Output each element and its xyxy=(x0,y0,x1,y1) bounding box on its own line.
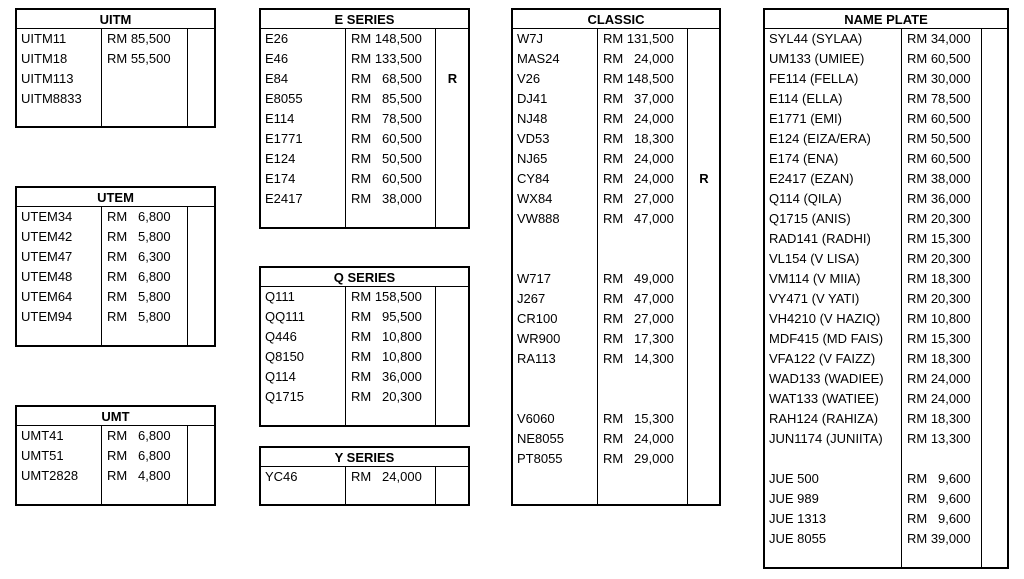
plate-number: Q1715 xyxy=(265,389,305,404)
plate-number: PT8055 xyxy=(517,451,563,466)
plate-number: Q446 xyxy=(265,329,297,344)
plate-price: RM 20,300 xyxy=(907,251,971,266)
plate-number: DJ41 xyxy=(517,91,548,106)
plate-price: RM 60,500 xyxy=(907,151,971,166)
plate-price: RM 17,300 xyxy=(603,331,674,346)
plate-number: UTEM42 xyxy=(21,229,73,244)
plate-number: JUE 989 xyxy=(769,491,819,506)
utem-body xyxy=(17,207,214,345)
plate-price: RM 29,000 xyxy=(603,451,674,466)
plate-price: RM 38,000 xyxy=(351,191,422,206)
plate-price: RM 38,000 xyxy=(907,171,971,186)
plate-number: E1771 (EMI) xyxy=(769,111,842,126)
plate-price: RM 18,300 xyxy=(603,131,674,146)
plate-price: RM 10,800 xyxy=(351,349,422,364)
plate-price: RM 5,800 xyxy=(107,229,171,244)
plate-number: E174 (ENA) xyxy=(769,151,839,166)
plate-number: NJ65 xyxy=(517,151,548,166)
plate-price: RM 6,300 xyxy=(107,249,171,264)
plate-price: RM 27,000 xyxy=(603,311,674,326)
plate-price: RM 15,300 xyxy=(907,331,971,346)
plate-price: RM 133,500 xyxy=(351,51,422,66)
plate-number: E1771 xyxy=(265,131,303,146)
plate-number: UMT41 xyxy=(21,428,64,443)
plate-number: W7J xyxy=(517,31,543,46)
plate-price: RM 47,000 xyxy=(603,291,674,306)
column-divider xyxy=(101,207,102,345)
plate-number: MDF415 (MD FAIS) xyxy=(769,331,884,346)
plate-price: RM 18,300 xyxy=(907,411,971,426)
plate-number: VW888 xyxy=(517,211,560,226)
plate-price: RM 6,800 xyxy=(107,269,171,284)
plate-number: VD53 xyxy=(517,131,550,146)
plate-price: RM 60,500 xyxy=(907,51,971,66)
plate-price: RM 20,300 xyxy=(351,389,422,404)
plate-number: RA113 xyxy=(517,351,556,366)
column-divider xyxy=(101,426,102,504)
plate-price: RM 158,500 xyxy=(351,289,422,304)
column-divider xyxy=(187,207,188,345)
plate-number: UTEM48 xyxy=(21,269,73,284)
plate-number: VM114 (V MIIA) xyxy=(769,271,861,286)
plate-number: UM133 (UMIEE) xyxy=(769,51,865,66)
plate-number: UTEM47 xyxy=(21,249,73,264)
plate-number: UITM11 xyxy=(21,31,67,46)
plate-price: RM 13,300 xyxy=(907,431,971,446)
plate-price: RM 15,300 xyxy=(603,411,674,426)
plate-price: RM 60,500 xyxy=(907,111,971,126)
plate-number: E114 (ELLA) xyxy=(769,91,843,106)
plate-number: V6060 xyxy=(517,411,555,426)
plate-number: JUE 500 xyxy=(769,471,819,486)
plate-number: E114 xyxy=(265,111,295,126)
plate-number: VFA122 (V FAIZZ) xyxy=(769,351,876,366)
qseries-title: Q SERIES xyxy=(261,268,468,287)
plate-price: RM 37,000 xyxy=(603,91,674,106)
eseries-body xyxy=(261,29,468,227)
plate-price: RM 6,800 xyxy=(107,209,171,224)
plate-price: RM 9,600 xyxy=(907,511,971,526)
column-divider xyxy=(345,467,346,504)
plate-price: RM 30,000 xyxy=(907,71,971,86)
nameplate-table xyxy=(763,8,1009,569)
plate-number: E46 xyxy=(265,51,289,66)
plate-price: RM 10,800 xyxy=(907,311,971,326)
plate-price: RM 24,000 xyxy=(907,391,971,406)
qseries-table xyxy=(259,266,470,427)
plate-price: RM 9,600 xyxy=(907,471,971,486)
plate-price: RM 24,000 xyxy=(351,469,422,484)
column-divider xyxy=(981,29,982,567)
column-divider xyxy=(687,29,688,504)
plate-number: E84 xyxy=(265,71,289,86)
plate-price: RM 24,000 xyxy=(603,171,674,186)
plate-price: RM 85,500 xyxy=(351,91,422,106)
plate-number: E124 xyxy=(265,151,296,166)
plate-price: RM 6,800 xyxy=(107,428,171,443)
nameplate-body xyxy=(765,29,1007,567)
column-divider xyxy=(901,29,902,567)
plate-price: RM 15,300 xyxy=(907,231,971,246)
plate-price: RM 24,000 xyxy=(603,431,674,446)
umt-title: UMT xyxy=(17,407,214,426)
plate-number: UTEM94 xyxy=(21,309,73,324)
plate-price: RM 24,000 xyxy=(603,51,674,66)
plate-price: RM 24,000 xyxy=(907,371,971,386)
plate-number: UTEM34 xyxy=(21,209,73,224)
qseries-body xyxy=(261,287,468,425)
column-divider xyxy=(435,29,436,227)
plate-number: UMT51 xyxy=(21,448,64,463)
plate-price: RM 24,000 xyxy=(603,111,674,126)
plate-number: VY471 (V YATI) xyxy=(769,291,860,306)
plate-price: RM 49,000 xyxy=(603,271,674,286)
plate-price: RM 18,300 xyxy=(907,271,971,286)
plate-number: J267 xyxy=(517,291,546,306)
plate-number: WX84 xyxy=(517,191,553,206)
plate-number: WAT133 (WATIEE) xyxy=(769,391,879,406)
column-divider xyxy=(345,287,346,425)
plate-number: UITM18 xyxy=(21,51,68,66)
umt-table xyxy=(15,405,216,506)
plate-price: RM 60,500 xyxy=(351,131,422,146)
plate-number: W717 xyxy=(517,271,551,286)
plate-number: UTEM64 xyxy=(21,289,73,304)
column-divider xyxy=(435,467,436,504)
plate-number: UITM113 xyxy=(21,71,74,86)
plate-number: UITM8833 xyxy=(21,91,82,106)
plate-price: RM 148,500 xyxy=(603,71,674,86)
nameplate-title: NAME PLATE xyxy=(765,10,1007,29)
utem-title: UTEM xyxy=(17,188,214,207)
plate-number: JUE 1313 xyxy=(769,511,827,526)
plate-number: FE114 (FELLA) xyxy=(769,71,859,86)
plate-price: RM 78,500 xyxy=(907,91,971,106)
plate-price: RM 14,300 xyxy=(603,351,674,366)
plate-price: RM 27,000 xyxy=(603,191,674,206)
column-divider xyxy=(597,29,598,504)
plate-price: RM 4,800 xyxy=(107,468,171,483)
plate-price: RM 5,800 xyxy=(107,309,171,324)
plate-price: RM 20,300 xyxy=(907,291,971,306)
plate-price: RM 24,000 xyxy=(603,151,674,166)
plate-price: RM 47,000 xyxy=(603,211,674,226)
uitm-title: UITM xyxy=(17,10,214,29)
plate-number: NJ48 xyxy=(517,111,548,126)
plate-number: E2417 (EZAN) xyxy=(769,171,854,186)
plate-price: RM 55,500 xyxy=(107,51,171,66)
plate-number: Q114 (QILA) xyxy=(769,191,842,206)
plate-number: E26 xyxy=(265,31,289,46)
plate-number: E2417 xyxy=(265,191,303,206)
plate-number: E8055 xyxy=(265,91,303,106)
plate-number: YC46 xyxy=(265,469,298,484)
plate-number: CY84 xyxy=(517,171,550,186)
plate-price: RM 95,500 xyxy=(351,309,422,324)
column-divider xyxy=(187,426,188,504)
plate-number: RAH124 (RAHIZA) xyxy=(769,411,879,426)
plate-number: RAD141 (RADHI) xyxy=(769,231,871,246)
plate-price: RM 5,800 xyxy=(107,289,171,304)
column-divider xyxy=(435,287,436,425)
classic-title: CLASSIC xyxy=(513,10,719,29)
umt-body xyxy=(17,426,214,504)
plate-number: MAS24 xyxy=(517,51,560,66)
classic-table xyxy=(511,8,721,506)
uitm-table xyxy=(15,8,216,128)
plate-price: RM 148,500 xyxy=(351,31,422,46)
plate-price: RM 85,500 xyxy=(107,31,171,46)
uitm-body xyxy=(17,29,214,126)
plate-number: VL154 (V LISA) xyxy=(769,251,860,266)
plate-price: RM 20,300 xyxy=(907,211,971,226)
plate-price: RM 131,500 xyxy=(603,31,674,46)
plate-number: CR100 xyxy=(517,311,558,326)
plate-number: QQ111 xyxy=(265,309,305,324)
reserved-mark: R xyxy=(699,171,709,186)
plate-number: JUE 8055 xyxy=(769,531,827,546)
column-divider xyxy=(345,29,346,227)
plate-number: V26 xyxy=(517,71,541,86)
plate-price: RM 6,800 xyxy=(107,448,171,463)
plate-number: Q114 xyxy=(265,369,296,384)
classic-body xyxy=(513,29,719,504)
reserved-mark: R xyxy=(447,71,458,86)
plate-price: RM 34,000 xyxy=(907,31,971,46)
plate-number: E124 (EIZA/ERA) xyxy=(769,131,871,146)
plate-number: NE8055 xyxy=(517,431,564,446)
yseries-body xyxy=(261,467,468,504)
plate-price: RM 39,000 xyxy=(907,531,971,546)
column-divider xyxy=(187,29,188,126)
utem-table xyxy=(15,186,216,347)
plate-price: RM 10,800 xyxy=(351,329,422,344)
plate-number: Q1715 (ANIS) xyxy=(769,211,851,226)
plate-price: RM 9,600 xyxy=(907,491,971,506)
plate-number: WR900 xyxy=(517,331,561,346)
column-divider xyxy=(101,29,102,126)
plate-number: Q8150 xyxy=(265,349,305,364)
plate-number: JUN1174 (JUNIITA) xyxy=(769,431,883,446)
eseries-table xyxy=(259,8,470,229)
eseries-title: E SERIES xyxy=(261,10,468,29)
plate-number: UMT2828 xyxy=(21,468,79,483)
plate-price: RM 60,500 xyxy=(351,171,422,186)
plate-price: RM 36,000 xyxy=(907,191,971,206)
plate-price: RM 68,500 xyxy=(351,71,422,86)
plate-number: E174 xyxy=(265,171,296,186)
plate-price: RM 18,300 xyxy=(907,351,971,366)
plate-price: RM 36,000 xyxy=(351,369,422,384)
plate-number: Q111 xyxy=(265,289,295,304)
yseries-table xyxy=(259,446,470,506)
plate-price: RM 78,500 xyxy=(351,111,422,126)
plate-price: RM 50,500 xyxy=(907,131,971,146)
plate-number: SYL44 (SYLAA) xyxy=(769,31,863,46)
plate-number: VH4210 (V HAZIQ) xyxy=(769,311,881,326)
plate-number: WAD133 (WADIEE) xyxy=(769,371,884,386)
yseries-title: Y SERIES xyxy=(261,448,468,467)
plate-price: RM 50,500 xyxy=(351,151,422,166)
